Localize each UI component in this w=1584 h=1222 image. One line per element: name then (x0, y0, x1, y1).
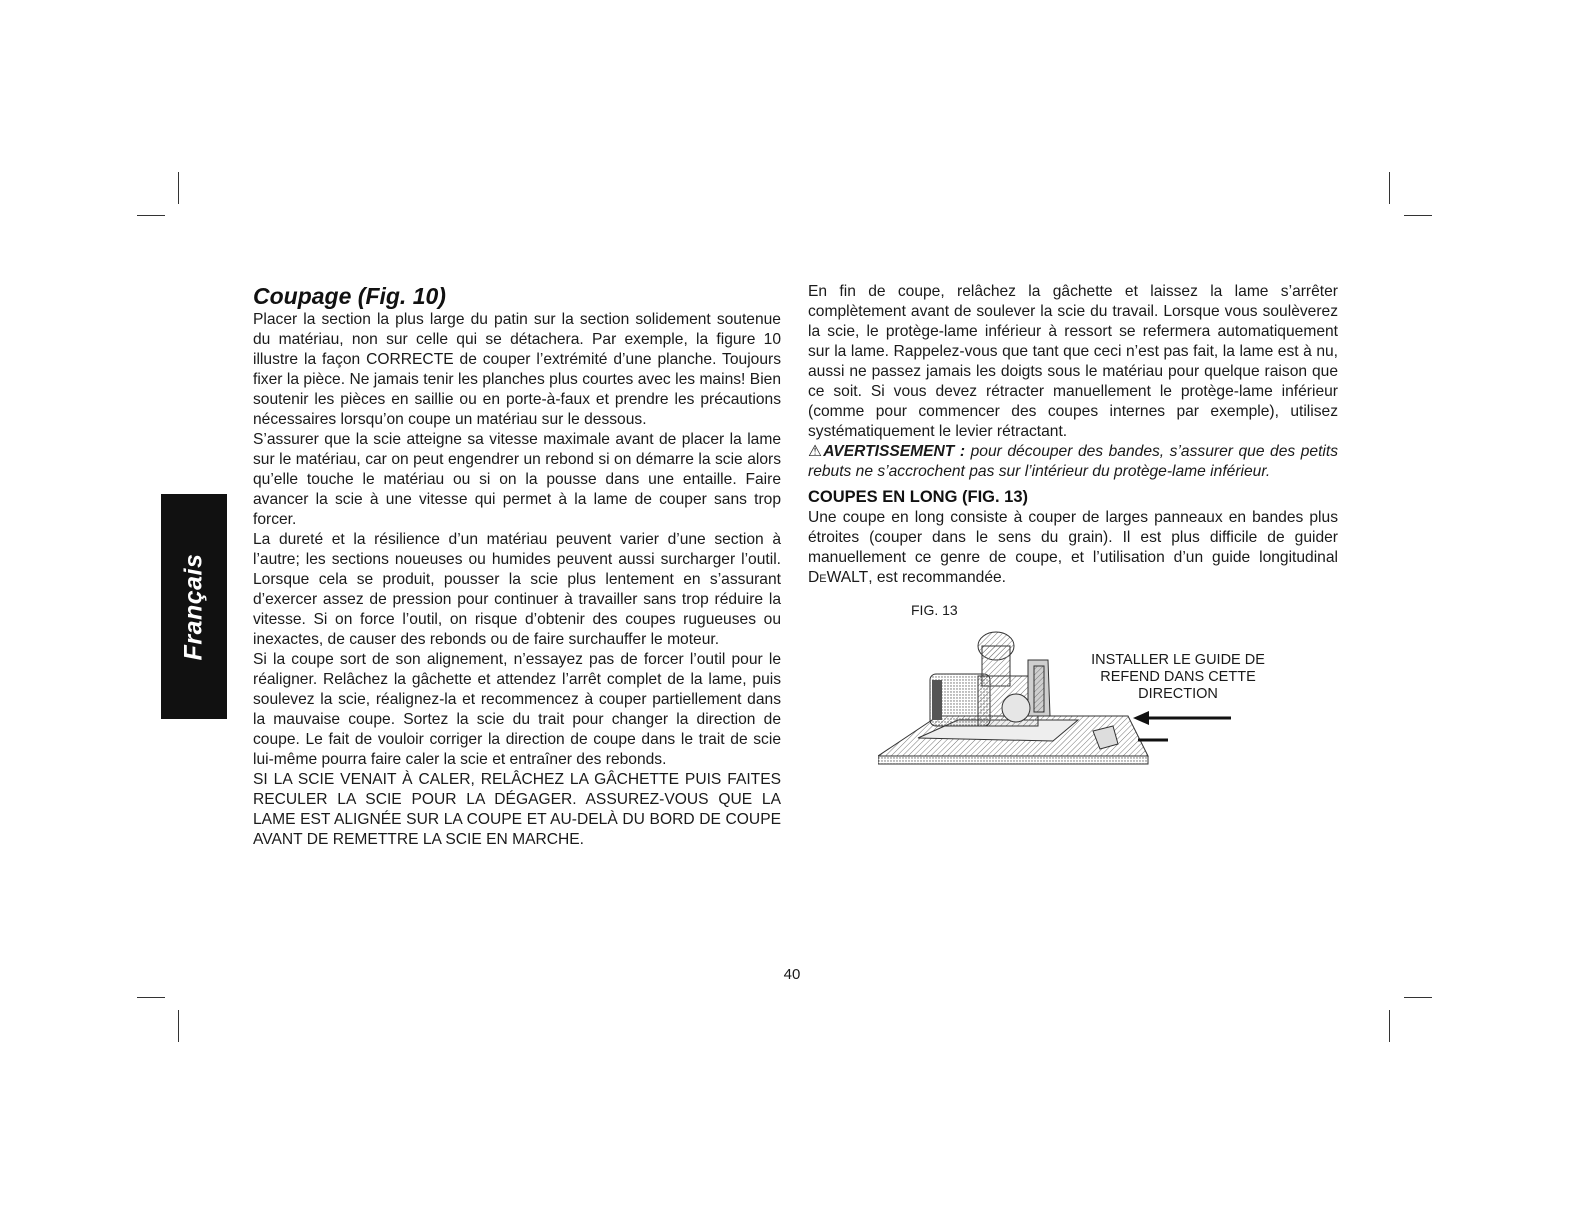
warning-text: pour découper des bandes, s’assurer que des petits rebuts ne s’accrochent pas sur l’intérieur du protège-lame inférieur. (808, 443, 1338, 480)
body-paragraph: Si la coupe sort de son alignement, n’essayez pas de forcer l’outil pour le réaligner. Relâchez la gâchette et attendez l’arrêt complet de la lame, puis soulevez la scie, réalignez-la et recommencez à couper partiellement dans la mauvaise coupe. Sortez la scie du trait pour changer la direction de coupe. Le fait de vouloir corriger la direction de coupe dans le trait de scie lui-même pourra faire caler la scie et entraîner des rebonds. (253, 651, 781, 768)
figure-label: FIG. 13 (911, 602, 958, 618)
body-paragraph (808, 508, 1338, 588)
crop-mark (1389, 1010, 1390, 1042)
warning-title: AVERTISSEMENT : (823, 443, 966, 460)
direction-arrow (1133, 710, 1233, 726)
figure-13 (808, 600, 1338, 780)
crop-mark (137, 997, 165, 998)
crop-mark (1404, 215, 1432, 216)
figure-caption (1083, 652, 1273, 703)
crop-mark (1389, 172, 1390, 204)
crop-mark (1404, 997, 1432, 998)
warning-triangle-icon: ⚠ (808, 443, 824, 460)
page-number: 40 (783, 966, 801, 983)
language-tab (161, 494, 227, 719)
caption-line: INSTALLER LE GUIDE DE (1091, 652, 1265, 668)
section-title: Coupage (Fig. 10) (253, 283, 446, 309)
caption-line: REFEND DANS CETTE (1100, 669, 1256, 685)
body-paragraph: S’assurer que la scie atteigne sa vitesse maximale avant de placer la lame sur le matériau, car on peut engendrer un rebond si on démarre la scie alors qu’elle touche le matériau ou si on la pousse dans une entaille. Faire avancer la scie à une vitesse qui permet à la lame de couper sans trop forcer. (253, 431, 781, 528)
caption-line: DIRECTION (1138, 686, 1218, 702)
crop-mark (178, 172, 179, 204)
brand-name: DeWALT (808, 569, 869, 586)
rip-cut-text: Une coupe en long consiste à couper de larges panneaux en bandes plus étroites (couper dans le sens du grain). Il est plus difficile de guider manuellement ce genre de coupe, et l’utilisation d’un guide longitudinal (808, 509, 1338, 566)
left-column (253, 282, 781, 850)
crop-mark (137, 215, 165, 216)
right-column (808, 282, 1338, 780)
rip-cut-text-end: , est recommandée. (868, 569, 1006, 586)
body-paragraph: Placer la section la plus large du patin sur la section solidement soutenue du matériau, non sur celle qui se détachera. Par exemple, la figure 10 illustre la façon CORRECTE de couper l’extrémité d’une planche. Toujours fixer la pièce. Ne jamais tenir les planches plus courtes avec les mains! Bien soutenir les pièces en saillie ou en porte-à-faux et prendre les précautions nécessaires lorsqu’on coupe un matériau sur le dessous. (253, 311, 781, 428)
body-paragraph: La dureté et la résilience d’un matériau peuvent varier d’une section à l’autre; les sections noueuses ou humides peuvent aussi surcharger l’outil. Lorsque cela se produit, pousser la scie plus lentement en s’assurant d’exercer assez de pression pour continuer à travailler sans trop réduire la vitesse. Si on force l’outil, on risque d’obtenir des coupes rugueuses ou inexactes, de causer des rebonds ou de faire surchauffer le moteur. (253, 531, 781, 648)
caution-paragraph: SI LA SCIE VENAIT À CALER, RELÂCHEZ LA GÂCHETTE PUIS FAITES RECULER LA SCIE POUR LA DÉGAGER. ASSUREZ-VOUS QUE LA LAME EST ALIGNÉE SUR LA COUPE ET AU-DELÀ DU BORD DE COUPE AVANT DE REMETTRE LA SCIE EN MARCHE. (253, 771, 781, 848)
body-paragraph: En fin de coupe, relâchez la gâchette et laissez la lame s’arrêter complètement avant de soulever la scie du travail. Lorsque vous soulèverez la scie, le protège-lame inférieur à ressort se refermera automatiquement sur la lame. Rappelez-vous que tant que ceci n’est pas fait, la lame est à nu, aussi ne passez jamais les doigts sous le matériau pour quelque raison que ce soit. Si vous devez rétracter manuellement le protège-lame inférieur (comme pour commencer des coupes internes par exemple), utilisez systématiquement le levier rétractant. (808, 283, 1338, 440)
warning-paragraph (808, 442, 1338, 482)
language-tab-label: Français (179, 553, 208, 660)
crop-mark (178, 1010, 179, 1042)
subsection-title: COUPES EN LONG (FIG. 13) (808, 488, 1029, 506)
